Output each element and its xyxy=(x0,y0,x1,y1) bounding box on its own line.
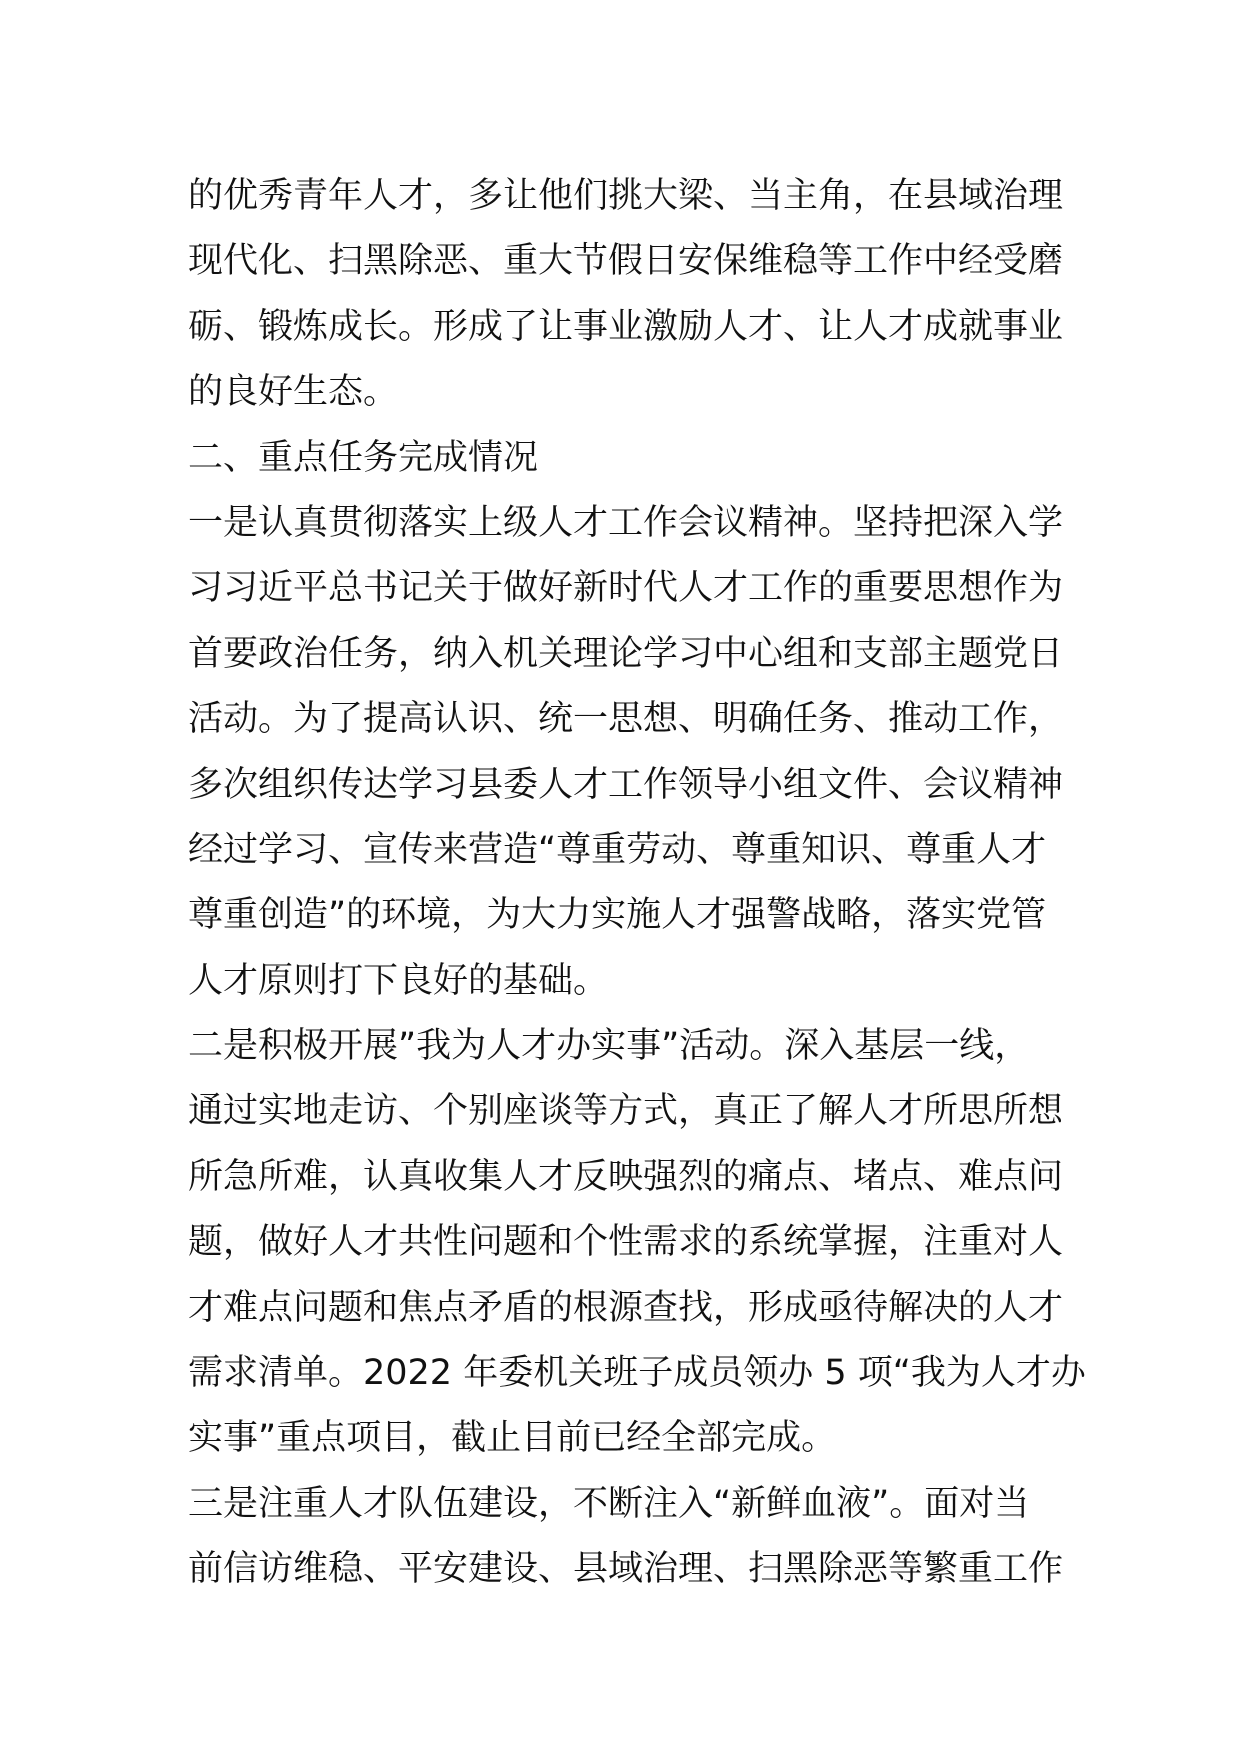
text-line: 才难点问题和焦点矛盾的根源查找，形成亟待解决的人才 xyxy=(188,1287,1064,1328)
section-heading: 二、重点任务完成情况 xyxy=(188,437,539,478)
text-line: 通过实地走访、个别座谈等方式，真正了解人才所思所想 xyxy=(188,1091,1064,1132)
text-line: 一是认真贯彻落实上级人才工作会议精神。坚持把深入学 xyxy=(188,502,1064,543)
text-line: 砺、锻炼成长。形成了让事业激励人才、让人才成就事业 xyxy=(188,306,1064,347)
text-line: 尊重创造”的环境，为大力实施人才强警战略，落实党管 xyxy=(188,895,1047,936)
text-line: 题，做好人才共性问题和个性需求的系统掌握，注重对人 xyxy=(188,1222,1064,1263)
text-line: 需求清单。2022 年委机关班子成员领办 5 项“我为人才办 xyxy=(188,1353,1086,1394)
document-body xyxy=(188,164,1086,1603)
text-line: 人才原则打下良好的基础。 xyxy=(188,960,609,1001)
text-line: 所急所难，认真收集人才反映强烈的痛点、堵点、难点问 xyxy=(188,1156,1064,1197)
text-line: 多次组织传达学习县委人才工作领导小组文件、会议精神 xyxy=(188,764,1064,805)
text-line: 活动。为了提高认识、统一思想、明确任务、推动工作， xyxy=(188,699,1064,740)
text-line: 三是注重人才队伍建设，不断注入“新鲜血液”。面对当 xyxy=(188,1483,1030,1524)
text-line: 的优秀青年人才，多让他们挑大梁、当主角，在县域治理 xyxy=(188,176,1064,216)
text-line: 的良好生态。 xyxy=(188,372,399,413)
text-line: 实事”重点项目，截止目前已经全部完成。 xyxy=(188,1418,837,1459)
text-line: 二是积极开展”我为人才办实事”活动。深入基层一线， xyxy=(188,1026,1030,1067)
text-line: 经过学习、宣传来营造“尊重劳动、尊重知识、尊重人才 xyxy=(188,829,1047,870)
text-line: 前信访维稳、平安建设、县域治理、扫黑除恶等繁重工作 xyxy=(188,1549,1064,1590)
text-line: 现代化、扫黑除恶、重大节假日安保维稳等工作中经受磨 xyxy=(188,241,1064,282)
text-line: 习习近平总书记关于做好新时代人才工作的重要思想作为 xyxy=(188,568,1064,609)
text-line: 首要政治任务，纳入机关理论学习中心组和支部主题党日 xyxy=(188,633,1064,674)
